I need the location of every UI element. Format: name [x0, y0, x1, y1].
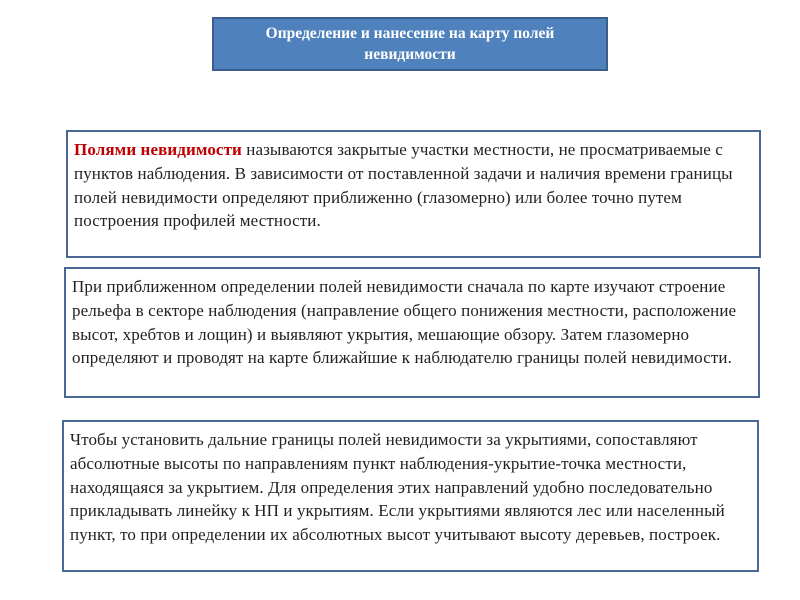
slide-title [212, 17, 608, 71]
far-boundaries-text: Чтобы установить дальние границы полей невидимости за укрытиями, сопоставляют абсолютные высоты по направлениям пункт наблюдения-укрытие-точка местности, находящаяся за укрытием. Для определения этих направлений удобно последовательно прикладывать линейку к НП и укрытиям. Если укрытиями являются лес или населенный пункт, то при определении их абсолютных высот учитывают высоту деревьев, построек. [70, 430, 725, 545]
slide-title-text: Определение и нанесение на карту полей невидимости [265, 25, 555, 63]
far-boundaries-box [62, 420, 759, 572]
definition-text: называются закрытые участки местности, не просматриваемые с пунктов наблюдения. В зависимости от поставленной задачи и наличия времени границы полей невидимости определяют приближенно (глазомерно) или более точно путем построения профилей местности. [74, 140, 733, 231]
definition-term: Полями невидимости [74, 140, 242, 159]
approximate-method-box [64, 267, 760, 398]
approximate-method-text: При приближенном определении полей невидимости сначала по карте изучают строение рельефа в секторе наблюдения (направление общего понижения местности, расположение высот, хребтов и лощин) и выявляют укрытия, мешающие обзору. Затем глазомерно определяют и проводят на карте ближайшие к наблюдателю границы полей невидимости. [72, 277, 737, 368]
definition-box [66, 130, 761, 258]
